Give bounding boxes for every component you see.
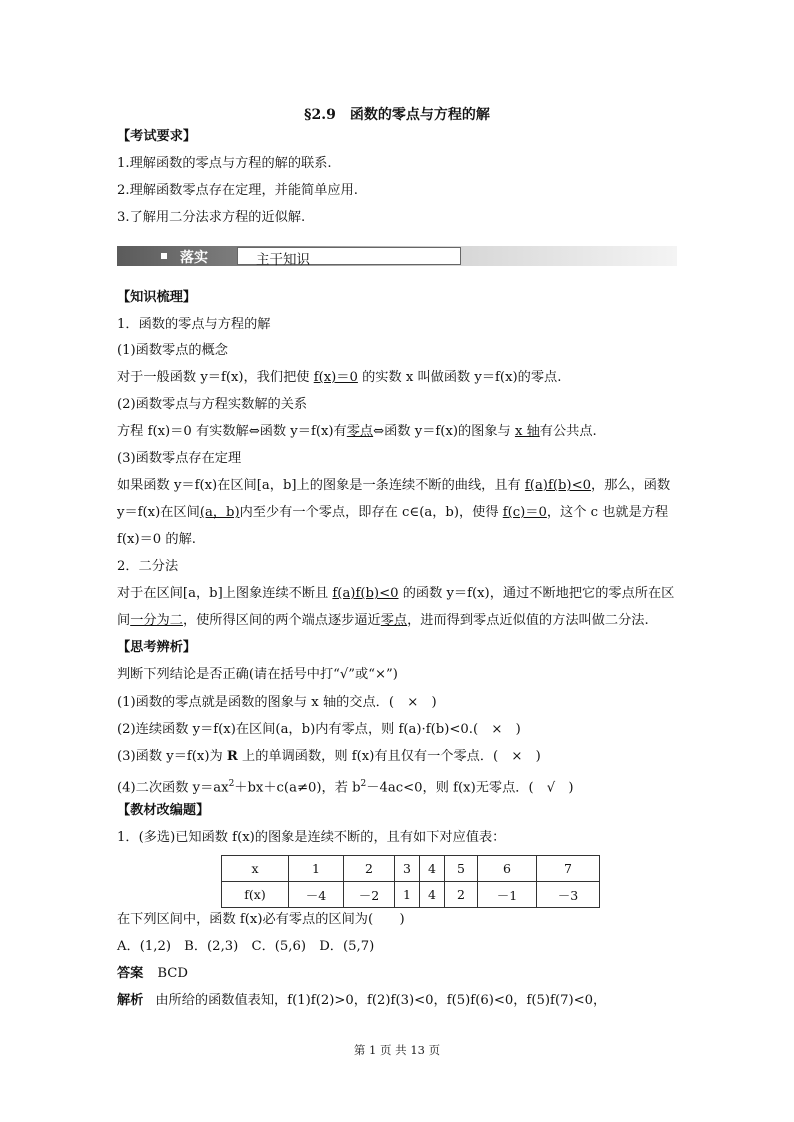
table-cell: 4 (420, 882, 445, 908)
textbook-heading: 【教材改编题】 (117, 803, 210, 818)
text: 内至少有一个零点，即存在 c∈(a，b)，使得 (239, 505, 503, 520)
text: 的实数 x 叫做函数 y＝f(x)的零点. (357, 370, 562, 385)
text: ，那么，函数 (591, 478, 671, 493)
text: 对于一般函数 y＝f(x)，我们把使 (117, 370, 314, 385)
judge-item (117, 748, 541, 766)
text: ，进而得到零点近似值的方法叫做二分法. (407, 613, 649, 628)
banner-right-label: 主干知识 (256, 252, 310, 268)
judge-intro: 判断下列结论是否正确(请在括号中打“√”或“×”) (117, 667, 398, 682)
table-cell: x (222, 856, 289, 882)
section-title: 2．二分法 (117, 559, 179, 574)
page-footer: 第 1 页 共 13 页 (353, 1043, 441, 1057)
table-cell: 4 (420, 856, 445, 882)
banner-left-label: 落实 (180, 250, 208, 266)
judge-heading: 【思考辨析】 (117, 640, 197, 655)
text: 方程 f(x)＝0 有实数解⇔函数 y＝f(x)有 (117, 424, 347, 439)
table-cell: －4 (289, 882, 344, 908)
analysis-line (117, 992, 606, 1010)
text: ，这个 c 也就是方程 (546, 505, 669, 520)
underlined-blank: 零点 (380, 613, 408, 628)
banner-left (117, 247, 237, 265)
answer-value: BCD (157, 966, 188, 981)
knowledge-heading: 【知识梳理】 (117, 290, 197, 305)
superscript: 2 (360, 779, 367, 789)
judge-item: (1)函数的零点就是函数的图象与 x 轴的交点．( × ) (117, 695, 437, 710)
underlined-blank: x 轴 (514, 424, 540, 439)
underlined-blank: f(a)f(b)<0 (332, 586, 399, 601)
text: (3)函数 y＝f(x)为 (117, 749, 227, 764)
text: －4ac<0，则 f(x)无零点．( √ ) (366, 780, 574, 796)
table-cell: 5 (445, 856, 478, 882)
table-cell: －2 (344, 882, 395, 908)
paragraph (117, 369, 561, 387)
text: R (226, 749, 238, 764)
requirement-item: 1.理解函数的零点与方程的解的联系. (117, 156, 332, 171)
judge-item: (2)连续函数 y＝f(x)在区间(a，b)内有零点，则 f(a)·f(b)<0.( × ) (117, 722, 521, 737)
requirement-item: 3.了解用二分法求方程的近似解. (117, 210, 306, 225)
text: 有公共点. (539, 424, 597, 439)
paragraph (117, 612, 649, 630)
paragraph (117, 585, 674, 603)
analysis-text: 由所给的函数值表知，f(1)f(2)>0，f(2)f(3)<0，f(5)f(6)<0，f(5)f(7)<0， (155, 993, 607, 1008)
table-cell: 1 (289, 856, 344, 882)
requirements-heading: 【考试要求】 (117, 129, 197, 144)
table-cell: 3 (395, 856, 420, 882)
answer-label: 答案 (117, 966, 144, 981)
requirement-item: 2.理解函数零点存在定理，并能简单应用. (117, 183, 358, 198)
text: ⇔函数 y＝f(x)的图象与 (373, 424, 515, 439)
value-table (221, 855, 600, 908)
section-banner (117, 246, 677, 266)
section-title: 1．函数的零点与方程的解 (117, 317, 271, 332)
text: 间 (117, 613, 131, 628)
underlined-blank: f(a)f(b)<0 (524, 478, 592, 493)
answer-options: A．(1,2) B．(2,3) C．(5,6) D．(5,7) (117, 939, 375, 954)
answer-line (117, 965, 188, 983)
subsection-title: (3)函数零点存在定理 (117, 451, 242, 466)
underlined-blank: f(x)＝0 (313, 370, 358, 385)
superscript: 2 (228, 779, 235, 789)
table-cell: －1 (478, 882, 537, 908)
subsection-title: (2)函数零点与方程实数解的关系 (117, 397, 308, 412)
square-bullet-icon (161, 253, 167, 259)
page-title: §2.9 函数的零点与方程的解 (304, 107, 490, 123)
text: ＋bx＋c(a≠0)，若 b (234, 780, 361, 796)
table-cell: 2 (445, 882, 478, 908)
table-cell: 1 (395, 882, 420, 908)
table-cell: 7 (537, 856, 600, 882)
paragraph (117, 423, 597, 441)
text: 上的单调函数，则 f(x)有且仅有一个零点．( × ) (237, 749, 541, 764)
analysis-label: 解析 (117, 993, 144, 1008)
subsection-title: (1)函数零点的概念 (117, 343, 228, 358)
text: 的函数 y＝f(x)，通过不断地把它的零点所在区 (398, 586, 675, 601)
table-cell: 6 (478, 856, 537, 882)
table-row (222, 856, 600, 882)
paragraph (117, 477, 670, 495)
banner-right (237, 247, 461, 268)
underlined-blank: 一分为二 (130, 613, 183, 628)
underlined-blank: (a，b) (199, 505, 240, 520)
table-row (222, 882, 600, 908)
table-cell: f(x) (222, 882, 289, 908)
text: ，使所得区间的两个端点逐步逼近 (182, 613, 381, 628)
table-cell: 2 (344, 856, 395, 882)
text: y＝f(x)在区间 (117, 505, 200, 520)
question-stem: 在下列区间中，函数 f(x)必有零点的区间为( ) (117, 912, 405, 927)
paragraph: f(x)＝0 的解. (117, 532, 196, 547)
underlined-blank: 零点 (346, 424, 374, 439)
question-stem: 1．(多选)已知函数 f(x)的图象是连续不断的，且有如下对应值表： (117, 830, 506, 845)
text: 对于在区间[a，b]上图象连续不断且 (117, 586, 333, 601)
table-cell: －3 (537, 882, 600, 908)
paragraph (117, 504, 668, 522)
underlined-blank: f(c)＝0 (502, 505, 547, 520)
text: (4)二次函数 y＝ax (117, 780, 229, 796)
judge-item (117, 775, 574, 797)
text: 如果函数 y＝f(x)在区间[a，b]上的图象是一条连续不断的曲线，且有 (117, 478, 525, 493)
